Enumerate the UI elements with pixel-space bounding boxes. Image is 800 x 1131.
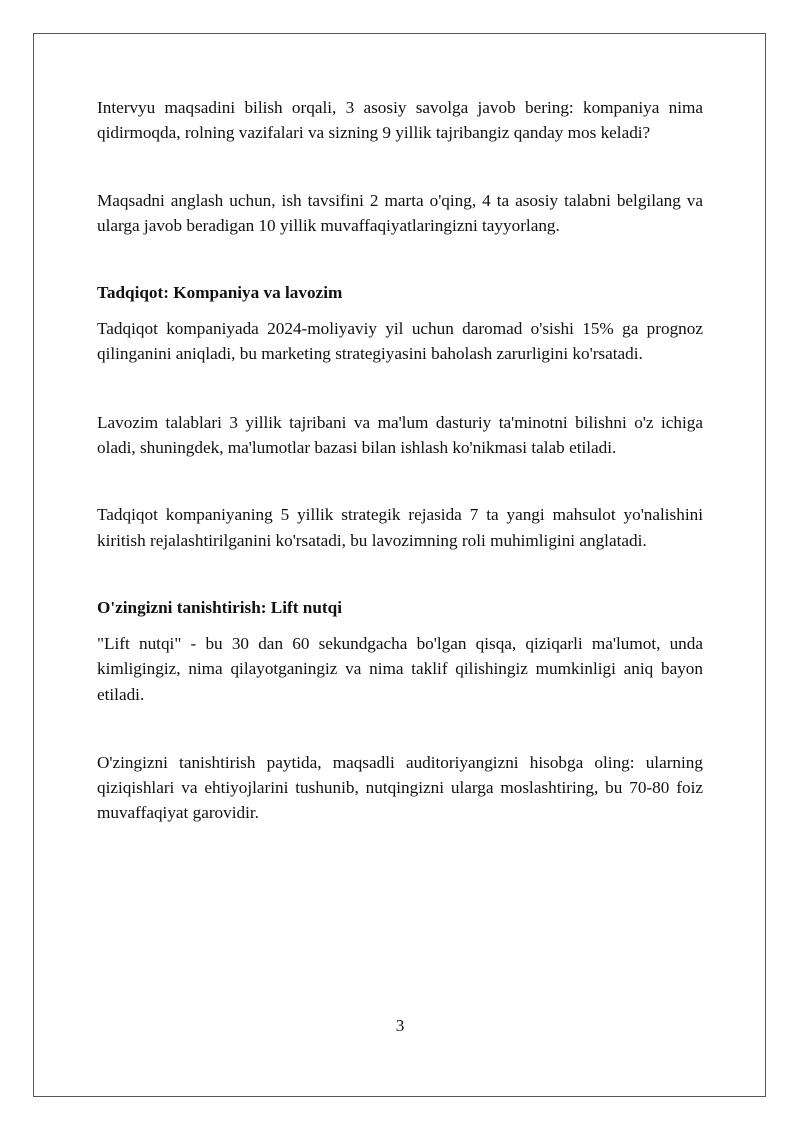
paragraph-position-requirements: Lavozim talablari 3 yillik tajribani va ma'lum dasturiy ta'minotni bilishni o'z ichiga oladi, shuningdek, ma'lumotlar bazasi bilan ishlash ko'nikmasi talab etiladi. — [97, 412, 703, 458]
heading-elevator-pitch: O'zingizni tanishtirish: Lift nutqi — [97, 597, 342, 617]
heading-research: Tadqiqot: Kompaniya va lavozim — [97, 283, 343, 303]
paragraph-understand-goal: Maqsadni anglash uchun, ish tavsifini 2 marta o'qing, 4 ta asosiy talabni belgilang va ularga javob beradigan 10 yillik muvaffaqiyatlaringizni tayyorlang. — [97, 190, 703, 235]
page-content — [97, 95, 703, 826]
paragraph-lift-pitch-definition: "Lift nutqi" - bu 30 dan 60 sekundgacha bo'lgan qisqa, qiziqarli ma'lumot, unda kimligingiz, nima qilayotganingiz va nima taklif qilishingiz mumkinligi aniq bayon etiladi. — [97, 633, 703, 704]
page-number: 3 — [395, 1016, 405, 1035]
paragraph-audience: O'zingizni tanishtirish paytida, maqsadli auditoriyangizni hisobga oling: ularning qiziqishlari va ehtiyojlarini tushunib, nutqingizni ularga moslashtiring, bu 70-80 foiz muvaffaqiyat garovidir. — [97, 752, 703, 823]
paragraph-interview-purpose: Intervyu maqsadini bilish orqali, 3 asosiy savolga javob bering: kompaniya nima qidirmoqda, rolning vazifalari va sizning 9 yillik tajribangiz qanday mos keladi? — [97, 98, 703, 143]
paragraph-strategic-plan: Tadqiqot kompaniyaning 5 yillik strategik rejasida 7 ta yangi mahsulot yo'nalishini kiritish rejalashtirilganini ko'rsatadi, bu lavozimning roli muhimligini anglatadi. — [97, 505, 703, 550]
paragraph-research-revenue: Tadqiqot kompaniyada 2024-moliyaviy yil uchun daromad o'sishi 15% ga prognoz qilinganini aniqladi, bu marketing strategiyasini baholash zarurligini ko'rsatadi. — [97, 319, 703, 364]
